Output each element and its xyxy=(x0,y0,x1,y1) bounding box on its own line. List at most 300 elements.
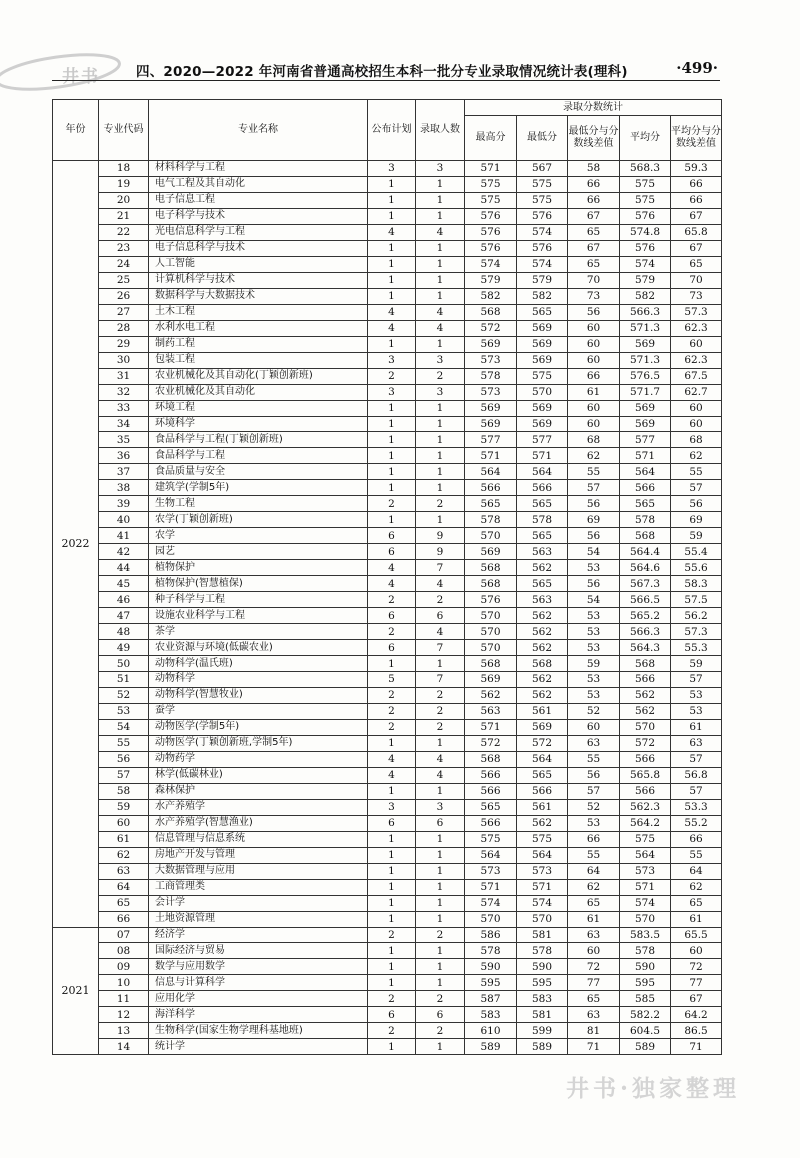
cell-min: 562 xyxy=(517,815,568,831)
cell-avg: 583.5 xyxy=(620,927,671,943)
cell-name: 包装工程 xyxy=(149,352,368,368)
cell-code: 29 xyxy=(99,336,149,352)
cell-name: 设施农业科学与工程 xyxy=(149,608,368,624)
cell-avg: 576 xyxy=(620,208,671,224)
cell-avg: 565 xyxy=(620,496,671,512)
cell-avg: 576 xyxy=(620,240,671,256)
cell-code: 39 xyxy=(99,496,149,512)
cell-code: 28 xyxy=(99,320,149,336)
table-row xyxy=(53,272,722,288)
table-row xyxy=(53,240,722,256)
cell-min-diff: 73 xyxy=(568,288,620,304)
cell-avg: 568 xyxy=(620,528,671,544)
cell-avg-diff: 55.2 xyxy=(671,815,722,831)
table-row xyxy=(53,927,722,943)
cell-max: 578 xyxy=(465,368,517,384)
cell-admitted: 1 xyxy=(416,879,465,895)
cell-code: 08 xyxy=(99,943,149,959)
cell-min: 575 xyxy=(517,368,568,384)
cell-plan: 1 xyxy=(368,975,416,991)
cell-code: 55 xyxy=(99,735,149,751)
cell-code: 46 xyxy=(99,592,149,608)
cell-plan: 2 xyxy=(368,927,416,943)
col-min: 最低分 xyxy=(517,116,568,161)
cell-plan: 6 xyxy=(368,640,416,656)
cell-name: 数学与应用数学 xyxy=(149,959,368,975)
cell-plan: 2 xyxy=(368,719,416,735)
cell-avg-diff: 65.8 xyxy=(671,224,722,240)
cell-min-diff: 55 xyxy=(568,464,620,480)
cell-code: 45 xyxy=(99,576,149,592)
cell-avg-diff: 67 xyxy=(671,208,722,224)
cell-admitted: 3 xyxy=(416,799,465,815)
cell-max: 568 xyxy=(465,576,517,592)
cell-code: 47 xyxy=(99,608,149,624)
cell-code: 11 xyxy=(99,991,149,1007)
cell-name: 植物保护(智慧植保) xyxy=(149,576,368,592)
cell-avg-diff: 66 xyxy=(671,192,722,208)
cell-admitted: 2 xyxy=(416,592,465,608)
cell-min-diff: 66 xyxy=(568,831,620,847)
cell-admitted: 7 xyxy=(416,640,465,656)
cell-plan: 4 xyxy=(368,224,416,240)
cell-admitted: 2 xyxy=(416,1023,465,1039)
cell-avg-diff: 67 xyxy=(671,240,722,256)
page-number: ·499· xyxy=(676,59,718,77)
cell-admitted: 1 xyxy=(416,240,465,256)
cell-plan: 5 xyxy=(368,672,416,688)
table-row xyxy=(53,831,722,847)
table-row xyxy=(53,352,722,368)
cell-min-diff: 56 xyxy=(568,496,620,512)
cell-name: 电子信息科学与技术 xyxy=(149,240,368,256)
cell-max: 566 xyxy=(465,480,517,496)
cell-max: 590 xyxy=(465,959,517,975)
cell-min: 562 xyxy=(517,640,568,656)
cell-avg-diff: 77 xyxy=(671,975,722,991)
cell-min-diff: 53 xyxy=(568,624,620,640)
cell-avg: 562 xyxy=(620,703,671,719)
cell-max: 576 xyxy=(465,592,517,608)
cell-plan: 4 xyxy=(368,576,416,592)
cell-code: 57 xyxy=(99,767,149,783)
cell-code: 19 xyxy=(99,176,149,192)
cell-plan: 2 xyxy=(368,368,416,384)
cell-avg-diff: 53 xyxy=(671,687,722,703)
cell-min-diff: 58 xyxy=(568,161,620,177)
cell-admitted: 1 xyxy=(416,400,465,416)
cell-min: 573 xyxy=(517,863,568,879)
cell-avg: 568.3 xyxy=(620,161,671,177)
cell-max: 610 xyxy=(465,1023,517,1039)
cell-min: 562 xyxy=(517,608,568,624)
cell-plan: 1 xyxy=(368,863,416,879)
table-row xyxy=(53,432,722,448)
cell-name: 农学(丁颖创新班) xyxy=(149,512,368,528)
cell-name: 农业机械化及其自动化(丁颖创新班) xyxy=(149,368,368,384)
cell-max: 573 xyxy=(465,384,517,400)
cell-avg: 574 xyxy=(620,895,671,911)
cell-min-diff: 63 xyxy=(568,735,620,751)
cell-max: 575 xyxy=(465,831,517,847)
cell-max: 571 xyxy=(465,719,517,735)
cell-max: 563 xyxy=(465,703,517,719)
cell-plan: 3 xyxy=(368,384,416,400)
cell-avg-diff: 57 xyxy=(671,783,722,799)
cell-avg-diff: 56.2 xyxy=(671,608,722,624)
cell-avg: 575 xyxy=(620,192,671,208)
cell-avg-diff: 64 xyxy=(671,863,722,879)
cell-avg: 578 xyxy=(620,512,671,528)
cell-min-diff: 66 xyxy=(568,368,620,384)
cell-min: 581 xyxy=(517,1007,568,1023)
cell-plan: 1 xyxy=(368,895,416,911)
cell-min-diff: 56 xyxy=(568,767,620,783)
cell-admitted: 9 xyxy=(416,544,465,560)
cell-name: 计算机科学与技术 xyxy=(149,272,368,288)
cell-name: 茶学 xyxy=(149,624,368,640)
table-row xyxy=(53,576,722,592)
cell-plan: 4 xyxy=(368,304,416,320)
cell-code: 53 xyxy=(99,703,149,719)
table-row xyxy=(53,672,722,688)
cell-max: 568 xyxy=(465,560,517,576)
cell-plan: 2 xyxy=(368,624,416,640)
table-row xyxy=(53,783,722,799)
cell-name: 国际经济与贸易 xyxy=(149,943,368,959)
table-row xyxy=(53,544,722,560)
col-avg-diff: 平均分与分数线差值 xyxy=(671,116,722,161)
table-row xyxy=(53,176,722,192)
cell-min-diff: 61 xyxy=(568,911,620,927)
cell-max: 566 xyxy=(465,783,517,799)
table-row xyxy=(53,1007,722,1023)
cell-plan: 1 xyxy=(368,847,416,863)
cell-min-diff: 52 xyxy=(568,799,620,815)
cell-max: 569 xyxy=(465,544,517,560)
cell-name: 园艺 xyxy=(149,544,368,560)
cell-name: 农业机械化及其自动化 xyxy=(149,384,368,400)
cell-admitted: 2 xyxy=(416,368,465,384)
cell-name: 房地产开发与管理 xyxy=(149,847,368,863)
cell-min-diff: 55 xyxy=(568,751,620,767)
cell-avg: 566.5 xyxy=(620,592,671,608)
cell-avg-diff: 66 xyxy=(671,831,722,847)
cell-min-diff: 63 xyxy=(568,1007,620,1023)
cell-plan: 1 xyxy=(368,256,416,272)
cell-code: 56 xyxy=(99,751,149,767)
cell-name: 动物药学 xyxy=(149,751,368,767)
cell-admitted: 2 xyxy=(416,719,465,735)
cell-plan: 3 xyxy=(368,161,416,177)
cell-max: 576 xyxy=(465,224,517,240)
cell-avg-diff: 66 xyxy=(671,176,722,192)
cell-avg-diff: 57.3 xyxy=(671,304,722,320)
cell-avg: 585 xyxy=(620,991,671,1007)
table-row xyxy=(53,1039,722,1055)
cell-admitted: 4 xyxy=(416,224,465,240)
cell-min-diff: 56 xyxy=(568,576,620,592)
cell-admitted: 4 xyxy=(416,767,465,783)
cell-admitted: 1 xyxy=(416,416,465,432)
cell-avg-diff: 58.3 xyxy=(671,576,722,592)
col-year: 年份 xyxy=(53,100,99,161)
cell-min: 563 xyxy=(517,544,568,560)
table-row xyxy=(53,975,722,991)
cell-name: 材料科学与工程 xyxy=(149,161,368,177)
cell-min: 565 xyxy=(517,767,568,783)
cell-min-diff: 65 xyxy=(568,991,620,1007)
cell-min-diff: 69 xyxy=(568,512,620,528)
cell-code: 14 xyxy=(99,1039,149,1055)
table-row xyxy=(53,320,722,336)
cell-code: 62 xyxy=(99,847,149,863)
cell-min-diff: 60 xyxy=(568,352,620,368)
cell-max: 572 xyxy=(465,735,517,751)
cell-min-diff: 65 xyxy=(568,256,620,272)
cell-admitted: 4 xyxy=(416,320,465,336)
cell-avg-diff: 62 xyxy=(671,879,722,895)
cell-admitted: 1 xyxy=(416,176,465,192)
table-row xyxy=(53,959,722,975)
cell-min-diff: 53 xyxy=(568,672,620,688)
cell-admitted: 1 xyxy=(416,959,465,975)
col-group-scores: 录取分数统计 xyxy=(465,100,722,116)
cell-admitted: 1 xyxy=(416,336,465,352)
cell-min-diff: 60 xyxy=(568,400,620,416)
cell-name: 农业资源与环境(低碳农业) xyxy=(149,640,368,656)
cell-code: 61 xyxy=(99,831,149,847)
cell-avg-diff: 60 xyxy=(671,400,722,416)
cell-max: 575 xyxy=(465,192,517,208)
cell-code: 35 xyxy=(99,432,149,448)
cell-avg: 570 xyxy=(620,911,671,927)
cell-avg-diff: 64.2 xyxy=(671,1007,722,1023)
cell-min-diff: 60 xyxy=(568,719,620,735)
table-row xyxy=(53,943,722,959)
cell-min: 566 xyxy=(517,480,568,496)
cell-avg: 589 xyxy=(620,1039,671,1055)
cell-plan: 1 xyxy=(368,336,416,352)
cell-min-diff: 52 xyxy=(568,703,620,719)
cell-avg: 573 xyxy=(620,863,671,879)
cell-avg-diff: 62.3 xyxy=(671,320,722,336)
table-row xyxy=(53,656,722,672)
cell-name: 环境科学 xyxy=(149,416,368,432)
cell-admitted: 1 xyxy=(416,464,465,480)
cell-avg-diff: 60 xyxy=(671,943,722,959)
cell-plan: 4 xyxy=(368,560,416,576)
cell-plan: 1 xyxy=(368,911,416,927)
cell-max: 571 xyxy=(465,879,517,895)
cell-admitted: 2 xyxy=(416,927,465,943)
table-row xyxy=(53,1023,722,1039)
cell-max: 576 xyxy=(465,208,517,224)
cell-admitted: 1 xyxy=(416,432,465,448)
cell-min-diff: 56 xyxy=(568,528,620,544)
col-avg: 平均分 xyxy=(620,116,671,161)
cell-min-diff: 67 xyxy=(568,208,620,224)
cell-avg-diff: 60 xyxy=(671,416,722,432)
cell-max: 569 xyxy=(465,336,517,352)
cell-min: 564 xyxy=(517,847,568,863)
cell-code: 24 xyxy=(99,256,149,272)
cell-admitted: 4 xyxy=(416,751,465,767)
table-row xyxy=(53,815,722,831)
cell-admitted: 1 xyxy=(416,288,465,304)
cell-min: 562 xyxy=(517,672,568,688)
cell-admitted: 7 xyxy=(416,560,465,576)
cell-max: 568 xyxy=(465,656,517,672)
cell-min: 575 xyxy=(517,192,568,208)
cell-avg-diff: 68 xyxy=(671,432,722,448)
cell-admitted: 7 xyxy=(416,672,465,688)
cell-avg: 582 xyxy=(620,288,671,304)
table-row xyxy=(53,608,722,624)
cell-admitted: 1 xyxy=(416,192,465,208)
cell-name: 光电信息科学与工程 xyxy=(149,224,368,240)
cell-admitted: 1 xyxy=(416,847,465,863)
table-row xyxy=(53,719,722,735)
cell-avg-diff: 56 xyxy=(671,496,722,512)
cell-avg: 576.5 xyxy=(620,368,671,384)
cell-code: 41 xyxy=(99,528,149,544)
table-row xyxy=(53,400,722,416)
cell-avg: 590 xyxy=(620,959,671,975)
table-row xyxy=(53,384,722,400)
cell-avg: 575 xyxy=(620,831,671,847)
cell-avg: 567.3 xyxy=(620,576,671,592)
cell-code: 23 xyxy=(99,240,149,256)
cell-admitted: 1 xyxy=(416,911,465,927)
cell-name: 海洋科学 xyxy=(149,1007,368,1023)
cell-admitted: 1 xyxy=(416,831,465,847)
cell-plan: 2 xyxy=(368,592,416,608)
cell-max: 582 xyxy=(465,288,517,304)
cell-avg: 566 xyxy=(620,480,671,496)
cell-code: 07 xyxy=(99,927,149,943)
table-row xyxy=(53,496,722,512)
table-row xyxy=(53,161,722,177)
cell-min: 582 xyxy=(517,288,568,304)
cell-plan: 3 xyxy=(368,799,416,815)
cell-name: 电子信息工程 xyxy=(149,192,368,208)
cell-code: 38 xyxy=(99,480,149,496)
cell-name: 大数据管理与应用 xyxy=(149,863,368,879)
cell-name: 土木工程 xyxy=(149,304,368,320)
cell-name: 食品科学与工程(丁颖创新班) xyxy=(149,432,368,448)
cell-name: 会计学 xyxy=(149,895,368,911)
table-row xyxy=(53,416,722,432)
cell-name: 种子科学与工程 xyxy=(149,592,368,608)
cell-min: 570 xyxy=(517,911,568,927)
cell-avg-diff: 53 xyxy=(671,703,722,719)
cell-name: 统计学 xyxy=(149,1039,368,1055)
cell-admitted: 1 xyxy=(416,1039,465,1055)
cell-plan: 4 xyxy=(368,320,416,336)
cell-code: 51 xyxy=(99,672,149,688)
cell-admitted: 2 xyxy=(416,703,465,719)
cell-min-diff: 66 xyxy=(568,176,620,192)
cell-plan: 1 xyxy=(368,448,416,464)
col-code: 专业代码 xyxy=(99,100,149,161)
cell-admitted: 6 xyxy=(416,1007,465,1023)
cell-admitted: 1 xyxy=(416,656,465,672)
cell-min-diff: 67 xyxy=(568,240,620,256)
cell-code: 60 xyxy=(99,815,149,831)
cell-min-diff: 62 xyxy=(568,448,620,464)
cell-avg-diff: 53.3 xyxy=(671,799,722,815)
cell-avg: 565.2 xyxy=(620,608,671,624)
cell-min: 577 xyxy=(517,432,568,448)
cell-max: 574 xyxy=(465,895,517,911)
cell-avg: 582.2 xyxy=(620,1007,671,1023)
cell-avg: 564.3 xyxy=(620,640,671,656)
cell-avg-diff: 57.5 xyxy=(671,592,722,608)
cell-avg: 604.5 xyxy=(620,1023,671,1039)
cell-max: 564 xyxy=(465,847,517,863)
cell-min-diff: 60 xyxy=(568,943,620,959)
cell-avg-diff: 61 xyxy=(671,719,722,735)
cell-name: 水产养殖学 xyxy=(149,799,368,815)
table-row xyxy=(53,911,722,927)
cell-min: 565 xyxy=(517,304,568,320)
cell-code: 18 xyxy=(99,161,149,177)
cell-min-diff: 61 xyxy=(568,384,620,400)
cell-name: 工商管理类 xyxy=(149,879,368,895)
cell-plan: 2 xyxy=(368,496,416,512)
cell-name: 水利水电工程 xyxy=(149,320,368,336)
cell-max: 578 xyxy=(465,512,517,528)
logo-text: 井书 xyxy=(62,67,100,87)
cell-code: 40 xyxy=(99,512,149,528)
cell-max: 566 xyxy=(465,767,517,783)
cell-min: 569 xyxy=(517,400,568,416)
cell-min-diff: 53 xyxy=(568,640,620,656)
cell-avg: 570 xyxy=(620,719,671,735)
table-row xyxy=(53,687,722,703)
cell-avg: 569 xyxy=(620,336,671,352)
cell-avg-diff: 61 xyxy=(671,911,722,927)
cell-min-diff: 62 xyxy=(568,879,620,895)
cell-plan: 1 xyxy=(368,656,416,672)
cell-avg-diff: 59 xyxy=(671,528,722,544)
table-row xyxy=(53,879,722,895)
cell-plan: 1 xyxy=(368,831,416,847)
cell-admitted: 1 xyxy=(416,783,465,799)
cell-min-diff: 57 xyxy=(568,783,620,799)
cell-avg: 562.3 xyxy=(620,799,671,815)
table-row xyxy=(53,256,722,272)
cell-avg: 578 xyxy=(620,943,671,959)
cell-max: 570 xyxy=(465,528,517,544)
cell-code: 12 xyxy=(99,1007,149,1023)
table-row xyxy=(53,528,722,544)
cell-avg: 566.3 xyxy=(620,624,671,640)
table-row xyxy=(53,991,722,1007)
cell-min: 569 xyxy=(517,320,568,336)
table-row xyxy=(53,863,722,879)
table-row xyxy=(53,640,722,656)
cell-name: 动物医学(丁颖创新班,学制5年) xyxy=(149,735,368,751)
table-row xyxy=(53,735,722,751)
cell-avg-diff: 55 xyxy=(671,847,722,863)
cell-plan: 4 xyxy=(368,751,416,767)
cell-code: 20 xyxy=(99,192,149,208)
cell-min-diff: 71 xyxy=(568,1039,620,1055)
cell-avg-diff: 56.8 xyxy=(671,767,722,783)
cell-max: 577 xyxy=(465,432,517,448)
